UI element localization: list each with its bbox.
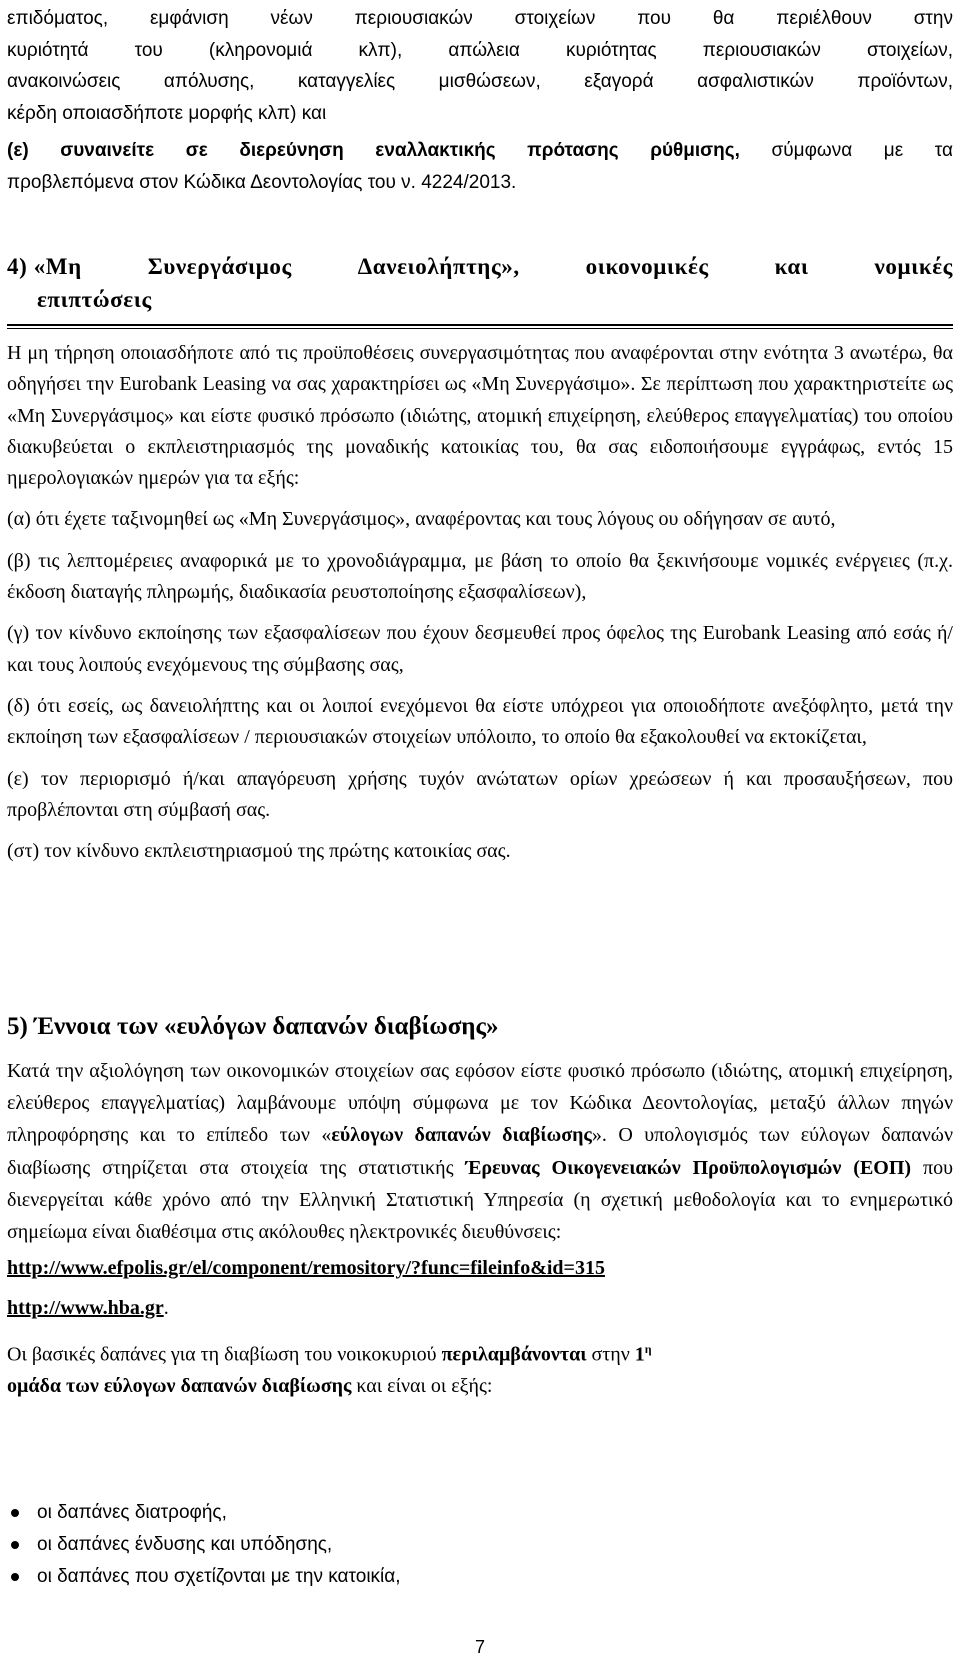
list-item: (α) ότι έχετε ταξινομηθεί ως «Μη Συνεργάσιμος», αναφέροντας και τους λόγους ου οδήγησαν σε αυτό, (7, 508, 836, 531)
bullet-icon (11, 1573, 19, 1581)
superscript: η (644, 1341, 652, 1356)
intro-line: ανακοινώσεις απόλυσης, καταγγελίες μισθώσεων, εξαγορά ασφαλιστικών προϊόντων, (7, 71, 953, 92)
section-5-paragraph-2 (7, 1333, 953, 1403)
list-item: (στ) τον κίνδυνο εκπλειστηριασμού της πρώτης κατοικίας σας. (7, 840, 511, 863)
text: . (163, 1297, 169, 1320)
text: Οι βασικές δαπάνες για τη διαβίωση του νοικοκυριού (7, 1343, 442, 1366)
bullet-text: οι δαπάνες που σχετίζονται με την κατοικία, (37, 1566, 401, 1587)
list-item: (γ) τον κίνδυνο εκποίησης των εξασφαλίσεων που έχουν δεσμευθεί προς όφελος της Eurobank Leasing από εσάς ή/και τους λοιπούς ενεχόμενους της σύμβασης σας, (7, 622, 953, 676)
intro-line: κέρδη οποιασδήποτε μορφής κλπ) και (7, 102, 327, 124)
section-5-paragraph (7, 1055, 953, 1248)
heading-line2: επιπτώσεις (37, 287, 152, 312)
item-e-line2: προβλεπόμενα στον Κώδικα Δεοντολογίας του ν. 4224/2013. (7, 171, 517, 193)
heading-word: και (774, 254, 809, 279)
heading-word: Συνεργάσιμος (147, 254, 292, 279)
heading-word: Δανειολήπτης», (357, 254, 520, 279)
bullet-text: οι δαπάνες διατροφής, (37, 1502, 227, 1523)
bullet-item (7, 1529, 401, 1561)
heading-word: νομικές (874, 254, 953, 279)
intro-paragraph (7, 3, 953, 198)
bullet-list (7, 1497, 401, 1593)
heading-word: 4) «Μη (7, 254, 82, 279)
bold-text: 1 (634, 1343, 645, 1366)
bold-text: εύλογων δαπανών διαβίωσης (331, 1124, 592, 1147)
bullet-text: οι δαπάνες ένδυσης και υπόδησης, (37, 1534, 333, 1555)
section-5-heading: 5) Έννοια των «ευλόγων δαπανών διαβίωσης» (7, 1013, 499, 1040)
section-4-body (7, 338, 953, 867)
heading-underline (7, 328, 953, 329)
section-4-heading (7, 250, 953, 316)
bold-text: ομάδα των εύλογων δαπανών διαβίωσης (7, 1375, 352, 1398)
intro-line: κυριότητά του (κληρονομιά κλπ), απώλεια κυριότητας περιουσιακών στοιχείων, (7, 39, 953, 61)
section-5-body (7, 1055, 953, 1403)
bullet-icon (11, 1541, 19, 1549)
text: και είναι οι εξής: (351, 1375, 493, 1398)
text: Κατά την αξιολόγηση των οικονομικών στοιχείων σας εφόσον είστε φυσικό πρόσωπο (ιδιώτης, ατομική επιχείρηση, ελεύθερος επαγγελματίας) λαμβάνουμε υπόψη σύμφωνα με τον Κώδικα Δεοντολογίας, μεταξύ άλλων πηγών πληροφόρησης και το επίπεδο των « (7, 1060, 953, 1147)
item-e (7, 135, 953, 167)
page-number: 7 (474, 1637, 485, 1657)
bullet-item (7, 1497, 401, 1529)
item-e-rest: σύμφωνα με τα (739, 140, 953, 161)
item-e-bold: συναινείτε σε διερεύνηση εναλλακτικής πρότασης ρύθμισης, (60, 140, 740, 161)
list-item: (β) τις λεπτομέρειες αναφορικά με το χρονοδιάγραμμα, με βάση το οποίο θα ξεκινήσουμε νομικές ενέργειες (π.χ. έκδοση διαταγής πληρωμής, διαδικασία ρευστοποίησης εξασφαλίσεων), (7, 549, 953, 604)
text: ». Ο υπολογισμός των εύλογων δαπανών διαβίωσης στηρίζεται στα στοιχεία της στατιστικής (7, 1124, 953, 1179)
list-item: (ε) τον περιορισμό ή/και απαγόρευση χρήσης τυχόν ανώτατων ορίων χρεώσεων ή και προσαυξήσεων, που προβλέπονται στη σύμβασή σας. (7, 767, 953, 821)
bold-text: περιλαμβάνονται (441, 1343, 587, 1366)
link-line (7, 1252, 953, 1284)
hba-link[interactable]: http://www.hba.gr (7, 1297, 164, 1320)
bullet-item (7, 1561, 401, 1593)
heading-word: οικονομικές (585, 254, 709, 279)
item-e-prefix: (ε) (7, 140, 61, 161)
intro-line: επιδόματος, εμφάνιση νέων περιουσιακών στοιχείων που θα περιέλθουν στην (7, 8, 953, 29)
link-line (7, 1292, 953, 1324)
text: που διενεργείται κάθε χρόνο από την Ελληνική Στατιστική Υπηρεσία (η σχετική μεθοδολογία και το ενημερωτικό σημείωμα είναι διαθέσιμα στις ακόλουθες ηλεκτρονικές διευθύνσεις: (7, 1156, 954, 1244)
bullet-icon (11, 1509, 19, 1517)
list-item: (δ) ότι εσείς, ως δανειολήπτης και οι λοιποί ενεχόμενοι θα είστε υπόχρεοι για οποιοδήποτε ανεξόφλητο, μετά την εκποίηση των εξασφαλίσεων / περιουσιακών στοιχείων υπόλοιπο, το οποίο θα εξακολουθεί να εκτοκίζεται, (7, 694, 953, 749)
section-4-paragraph: Η μη τήρηση οποιασδήποτε από τις προϋποθέσεις συνεργασιμότητας που αναφέρονται στην ενότητα 3 ανωτέρω, θα οδηγήσει την Eurobank Leasing να σας χαρακτηρίσει ως «Μη Συνεργάσιμο». Σε περίπτωση που χαρακτηριστείτε ως «Μη Συνεργάσιμος» και είστε φυσικό πρόσωπο (ιδιώτης, ατομική επιχείρηση, ελεύθερος επαγγελματίας) του οποίου διακυβεύεται ο εκπλειστηριασμός της μοναδικής κατοικίας του, θα σας ειδοποιήσουμε εγγράφως, εντός 15 ημερολογιακών ημερών για τα εξής: (7, 342, 953, 490)
text: στην (586, 1343, 635, 1366)
bold-text: Έρευνας Οικογενειακών Προϋπολογισμών (ΕΟΠ) (465, 1156, 912, 1179)
efpolis-link[interactable]: http://www.efpolis.gr/el/component/remository/?func=fileinfo&id=315 (7, 1257, 605, 1280)
heading-underline (7, 324, 953, 326)
